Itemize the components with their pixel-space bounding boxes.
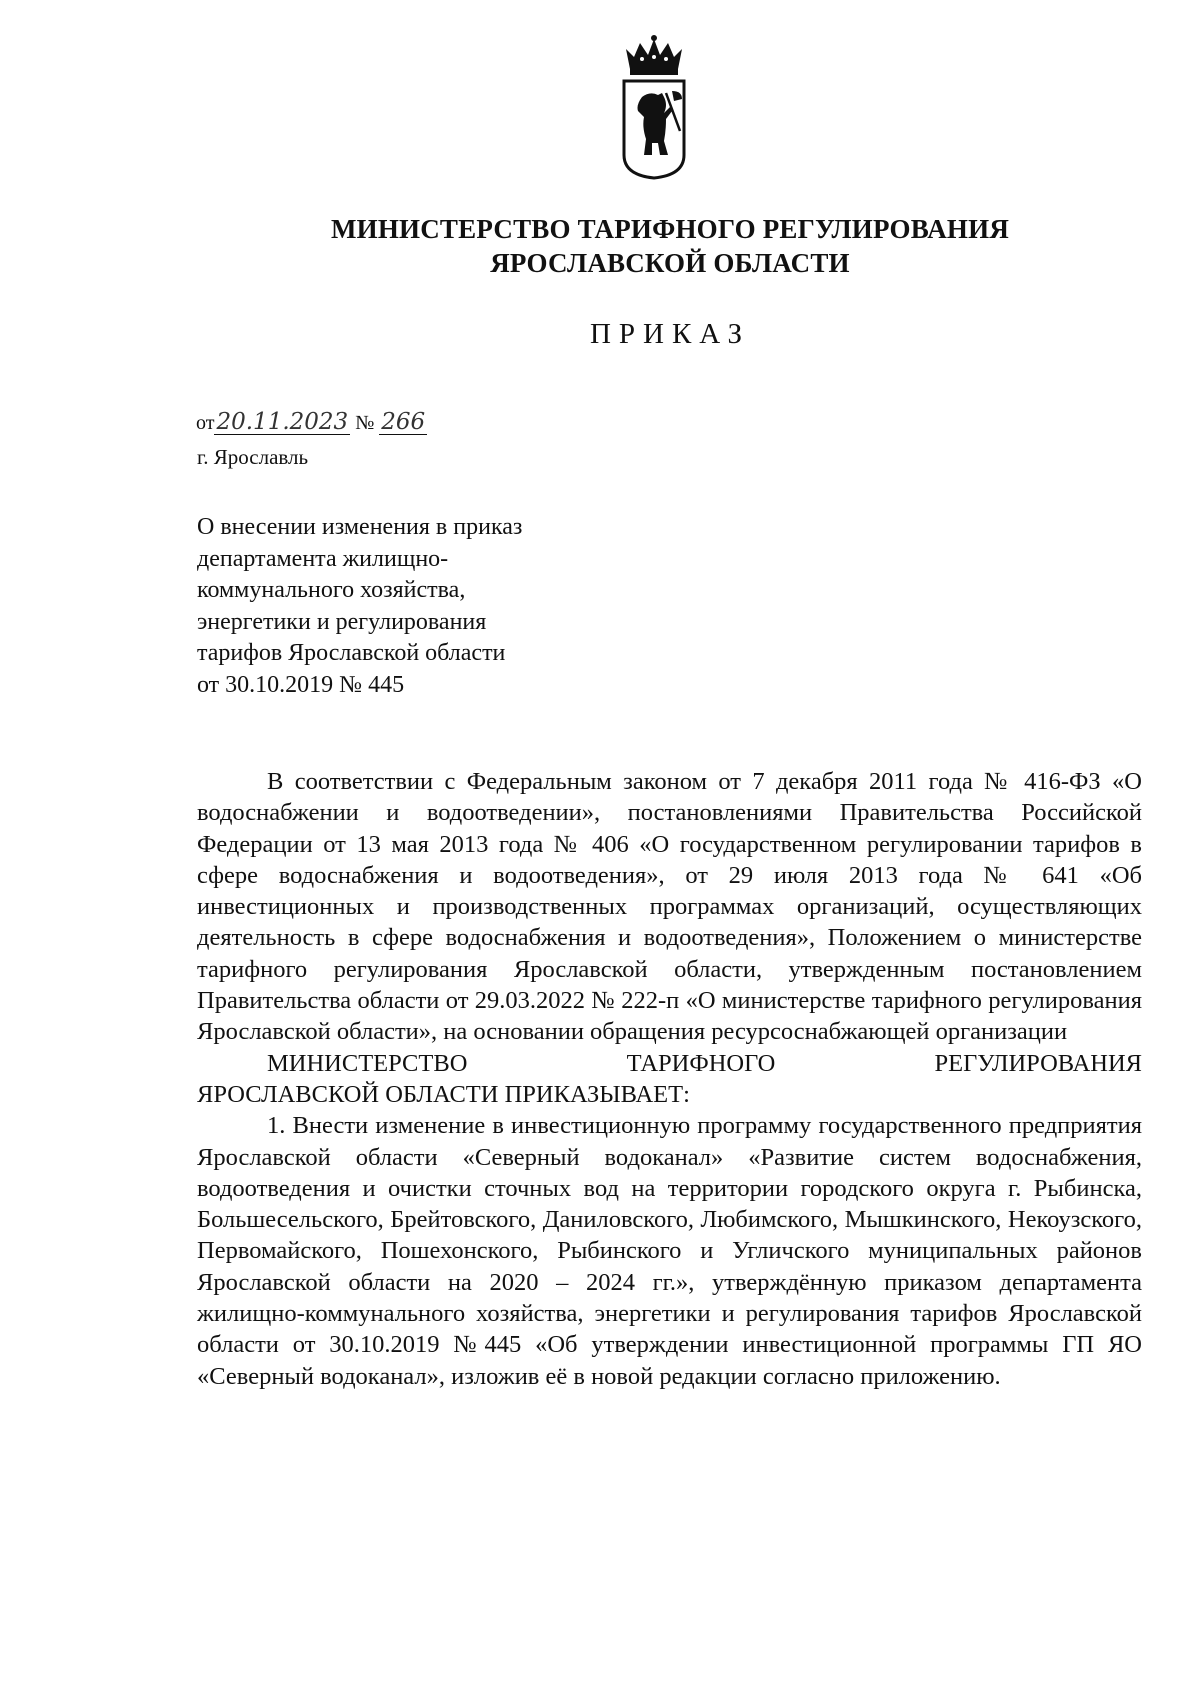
orders-heading-line2: ЯРОСЛАВСКОЙ ОБЛАСТИ ПРИКАЗЫВАЕТ: [197,1080,690,1108]
yaroslavl-coat-of-arms-icon [620,35,688,180]
order-item-1: 1. Внести изменение в инвестиционную программу государственного предприятия Ярославской области «Северный водоканал» «Развитие систем водоснабжения, водоотведения и очистки сточных вод на территории городского округа г. Рыбинска, Большесельского, Брейтовского, Даниловского, Любимского, Мышкинского, Некоузского, Первомайского, Пошехонского, Рыбинского и Угличского муниципальных районов Ярославской области на 2020 – 2024 гг.», утверждённую приказом департамента жилищно-коммунального хозяйства, энергетики и регулирования тарифов Ярославской области от 30.10.2019 №445 «Об утверждении инвестиционной программы ГП ЯО «Северный водоканал», изложив её в новой редакции согласно приложению. [197,1112,1142,1390]
preamble-paragraph: В соответствии с Федеральным законом от 7 декабря 2011 года № 416-ФЗ «О водоснабжении и водоотведении», постановлениями Правительства Российской Федерации от 13 мая 2013 года № 406 «О государственном регулировании тарифов в сфере водоснабжения и водоотведения», от 29 июля 2013 года № 641 «Об инвестиционных и производственных программах организаций, осуществляющих деятельность в сфере водоснабжения и водоотведения», Положением о министерстве тарифного регулирования Ярославской области, утвержденным постановлением Правительства области от 29.03.2022 № 222-п «О министерстве тарифного регулирования Ярославской области», на основании обращения ресурсоснабжающей организации [197,768,1142,1046]
orders-heading-line1: МИНИСТЕРСТВО ТАРИФНОГО РЕГУЛИРОВАНИЯ [267,1049,1142,1077]
ministry-name-line2: ЯРОСЛАВСКОЙ ОБЛАСТИ [490,248,850,278]
document-type-title: ПРИКАЗ [589,318,751,350]
handwritten-date: 20.11.2023 [216,409,349,435]
city-label: г. Ярославль [197,445,309,469]
handwritten-number: 266 [381,409,426,435]
subject-line: коммунального хозяйства, [197,577,466,603]
subject-line: энергетики и регулирования [197,608,487,635]
order-body [197,766,1142,1392]
date-number-line [196,410,427,436]
subject-line: департамента жилищно- [197,545,449,572]
subject-line: тарифов Ярославской области [197,640,506,666]
subject-line: от 30.10.2019 № 445 [197,671,405,698]
ministry-name-line1: МИНИСТЕРСТВО ТАРИФНОГО РЕГУЛИРОВАНИЯ [330,214,1010,244]
date-prefix: от [196,412,215,434]
order-subject [197,512,677,701]
number-prefix: № [355,412,375,434]
ministry-name [0,212,1200,280]
subject-line: О внесении изменения в приказ [197,514,523,540]
